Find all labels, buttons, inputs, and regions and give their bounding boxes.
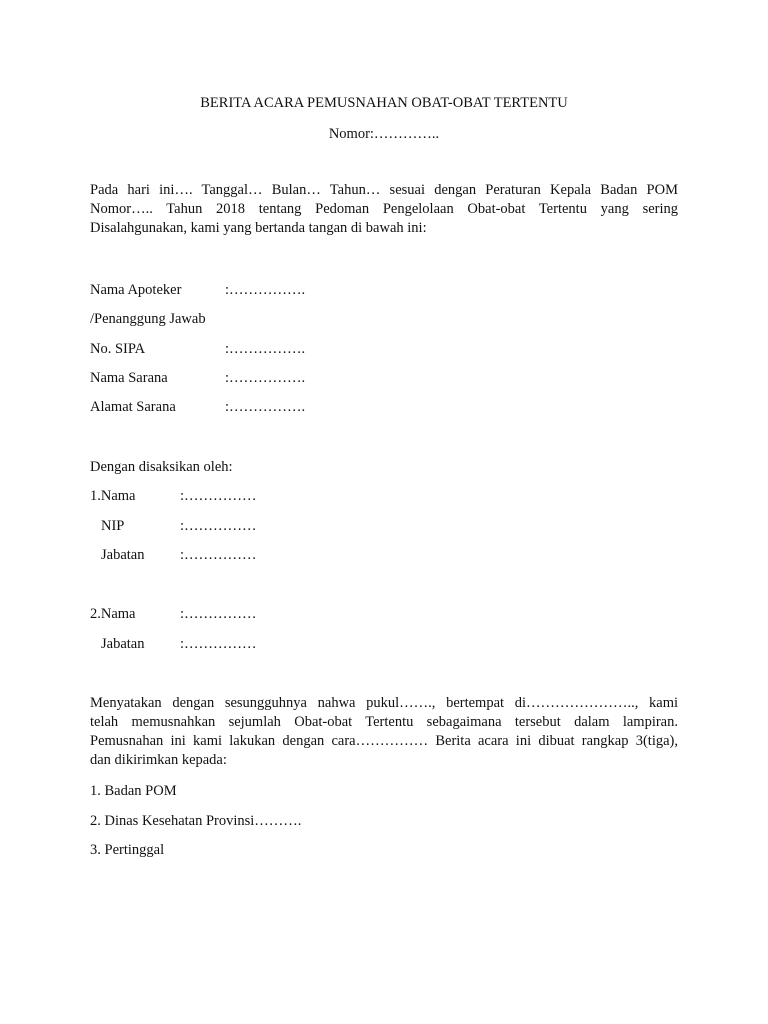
- nama-apoteker-label: Nama Apoteker: [90, 282, 182, 298]
- recipient-item: 3. Pertinggal: [90, 842, 165, 858]
- statement-line: telah memusnahkan sejumlah Obat-obat Tertentu sebagaimana tersebut dalam lampiran.: [90, 714, 678, 730]
- document-title: BERITA ACARA PEMUSNAHAN OBAT-OBAT TERTENTU: [200, 95, 568, 111]
- witness1-jabatan-value: :……………: [180, 547, 257, 563]
- no-sipa-value: :…………….: [225, 341, 306, 357]
- witness1-nama-value: :……………: [180, 488, 257, 504]
- intro-paragraph: [90, 181, 678, 238]
- statement-line: Pemusnahan ini kami lakukan dengan cara…………… Berita acara ini dibuat rangkap 3(tiga),: [90, 733, 678, 749]
- witness1-nip-value: :……………: [180, 518, 257, 534]
- alamat-sarana-label: Alamat Sarana: [90, 399, 176, 415]
- intro-line: Pada hari ini…. Tanggal… Bulan… Tahun… sesuai dengan Peraturan Kepala Badan POM: [90, 182, 678, 198]
- statement-paragraph: [90, 694, 678, 770]
- statement-line: dan dikirimkan kepada:: [90, 752, 227, 768]
- nama-sarana-value: :…………….: [225, 370, 306, 386]
- witness2-jabatan-value: :……………: [180, 636, 257, 652]
- witness1-jabatan-label: Jabatan: [101, 547, 145, 563]
- intro-line: Disalahgunakan, kami yang bertanda tangan di bawah ini:: [90, 220, 427, 236]
- witness-heading: Dengan disaksikan oleh:: [90, 459, 233, 475]
- recipient-item: 2. Dinas Kesehatan Provinsi……….: [90, 813, 302, 829]
- statement-line: Menyatakan dengan sesungguhnya nahwa pukul……., bertempat di………………….., kami: [90, 695, 678, 711]
- intro-line: Nomor….. Tahun 2018 tentang Pedoman Pengelolaan Obat-obat Tertentu yang sering: [90, 201, 678, 217]
- document-number: Nomor:…………..: [328, 126, 440, 142]
- penanggung-jawab-label: /Penanggung Jawab: [90, 311, 206, 327]
- recipient-item: 1. Badan POM: [90, 783, 177, 799]
- no-sipa-label: No. SIPA: [90, 341, 146, 357]
- witness1-nama-label: 1.Nama: [90, 488, 136, 504]
- nama-apoteker-value: :…………….: [225, 282, 306, 298]
- nama-sarana-label: Nama Sarana: [90, 370, 168, 386]
- witness1-nip-label: NIP: [101, 518, 125, 534]
- witness2-nama-label: 2.Nama: [90, 606, 136, 622]
- witness2-nama-value: :……………: [180, 606, 257, 622]
- alamat-sarana-value: :…………….: [225, 399, 306, 415]
- witness2-jabatan-label: Jabatan: [101, 636, 145, 652]
